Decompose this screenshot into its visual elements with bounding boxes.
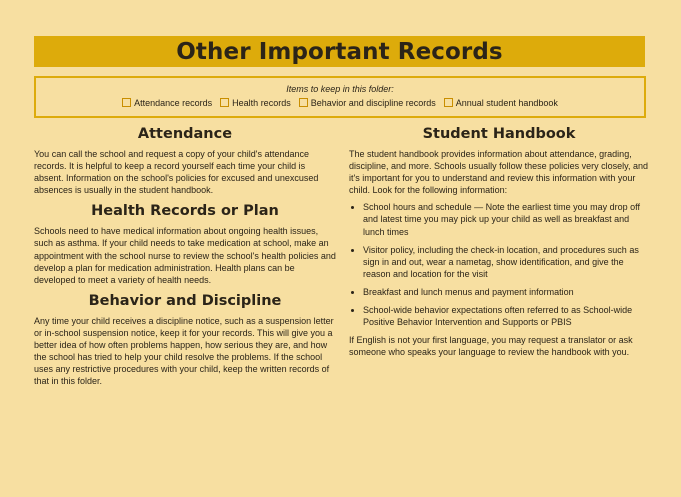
folder-item-label: Health records (232, 98, 291, 108)
health-section (34, 201, 336, 285)
attendance-body: You can call the school and request a copy of your child's attendance records. It is helpful to keep a record yourself each time your child is absent. Information on the school's policies for excused and unexcused absences is usually in the student handbook. (34, 149, 319, 196)
handbook-section (349, 124, 649, 358)
handbook-bullet-list (349, 201, 649, 328)
folder-item (299, 98, 436, 109)
left-column (34, 124, 336, 392)
health-body: Schools need to have medical information about ongoing health issues, such as asthma. If your child needs to take medication at school, make an appointment with the school nurse to review the school's health policies and develop a plan for medication administration. Health plans can be developed to meet a variety of health needs. (34, 226, 336, 285)
checkbox-icon (122, 98, 131, 107)
list-item: • School-wide behavior expectations often referred to as School-wide Positive Behavior Intervention and Supports or PBIS (363, 304, 649, 328)
folder-item-label: Attendance records (134, 98, 213, 108)
behavior-heading: Behavior and Discipline (88, 292, 282, 309)
health-heading: Health Records or Plan (91, 203, 279, 220)
folder-item-label: Annual student handbook (455, 98, 558, 108)
checkbox-icon (220, 98, 229, 107)
handbook-intro: The student handbook provides information about attendance, grading, discipline, and more. Schools usually follow these policies very closely, and it's important for you to understand and review this information with your child. Look for the following information: (349, 149, 648, 196)
folder-items-box (34, 76, 646, 118)
attendance-section (34, 124, 336, 196)
page-title: Other Important Records (176, 38, 503, 65)
handbook-closing: If English is not your first language, you may request a translator or ask someone who speaks your language to review the handbook with you. (349, 335, 633, 358)
list-item: • Breakfast and lunch menus and payment information (363, 286, 649, 298)
folder-item (444, 98, 558, 109)
checkbox-icon (444, 98, 453, 107)
folder-item-label: Behavior and discipline records (310, 98, 436, 108)
behavior-body: Any time your child receives a discipline notice, such as a suspension letter or in-school suspension notice, keep it for your records. This will give you a better idea of how often problems happen, how serious they are, and how the school has tried to help your child resolve the problems. If the school uses any restrictive procedures with your child, keep the written records of that in this folder. (34, 315, 334, 387)
right-column (349, 124, 649, 363)
list-item: • School hours and schedule — Note the earliest time you may drop off and latest time you may pick up your child as well as breakfast and lunch times (363, 201, 649, 237)
checkbox-icon (299, 98, 308, 107)
folder-item-list (36, 98, 644, 109)
behavior-section (34, 291, 336, 388)
handbook-heading: Student Handbook (422, 126, 576, 142)
folder-item (220, 98, 291, 109)
title-bar (34, 36, 645, 67)
folder-intro: Items to keep in this folder: (286, 84, 394, 94)
list-item: • Visitor policy, including the check-in location, and procedures such as sign in and out, wear a nametag, show identification, and give the reason and location for the visit (363, 244, 649, 280)
folder-item (122, 98, 212, 109)
attendance-heading: Attendance (137, 126, 233, 142)
